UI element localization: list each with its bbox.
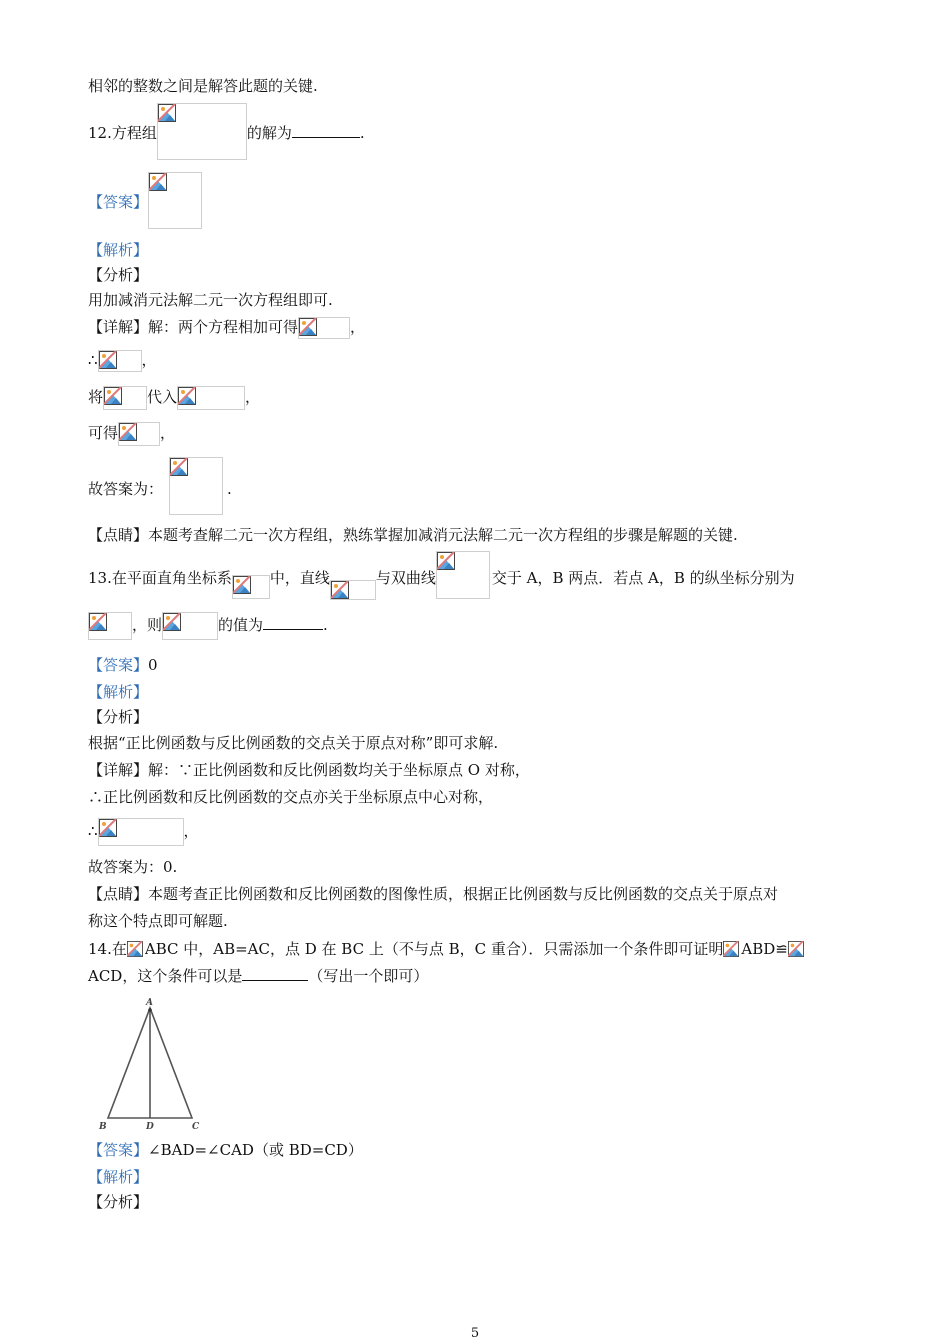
- q12-suffix: 的解为: [246, 124, 292, 142]
- xiangjie-label: 【详解】: [88, 761, 149, 779]
- broken-image-icon: [119, 423, 137, 441]
- vertex-label-c: C: [192, 1122, 200, 1132]
- broken-image-icon: [233, 576, 251, 594]
- page-number: 5: [470, 1326, 480, 1341]
- question-13: [88, 551, 795, 601]
- q12-answer: [88, 172, 202, 230]
- equation-image: [98, 818, 184, 846]
- fenxi-label: 【分析】: [88, 266, 149, 284]
- q13-answer: [88, 655, 158, 675]
- q12-prefix: 12.方程组: [88, 124, 157, 142]
- q12-final: [88, 457, 232, 515]
- question-13-line2: [88, 612, 328, 640]
- fenxi-label: 【分析】: [88, 708, 149, 726]
- q13-dianjing: [88, 884, 778, 904]
- analysis-label: 【解析】: [88, 683, 149, 701]
- broken-image-icon: [163, 613, 181, 631]
- step-text: 将: [88, 388, 104, 406]
- broken-image-icon: [158, 104, 176, 122]
- dianjing-text: 本题考查正比例函数和反比例函数的图像性质，根据正比例函数与反比例函数的交点关于原点对: [148, 885, 779, 903]
- question-14-line2: [88, 966, 428, 986]
- triangle-symbol-image: [127, 941, 145, 957]
- equation-image: [298, 317, 350, 339]
- step-text: 代入: [147, 388, 178, 406]
- q13-text: ，则: [132, 616, 163, 634]
- step-text: 可得: [88, 424, 119, 442]
- q13-text: 与双曲线: [375, 569, 436, 587]
- equation-image: [177, 386, 245, 410]
- vertex-label-b: B: [99, 1122, 107, 1132]
- triangle-symbol-image: [723, 941, 741, 957]
- q13-fenxi-text: 根据“正比例函数与反比例函数的交点关于原点对称”即可求解.: [88, 734, 499, 752]
- equation-image: [103, 386, 147, 410]
- q12-step4: [88, 422, 175, 446]
- answer-label: 【答案】: [88, 193, 149, 211]
- question-12: [88, 103, 365, 161]
- dianjing-text: 本题考查解二元一次方程组，熟练掌握加减消元法解二元一次方程组的步骤是解题的关键.: [148, 526, 738, 544]
- answer-value: ∠BAD=∠CAD（或 BD=CD）: [148, 1141, 363, 1159]
- line-equation-image: [330, 580, 376, 600]
- vertex-label-a: A: [146, 998, 153, 1008]
- answer-image: [169, 457, 223, 515]
- answer-blank: [292, 123, 360, 138]
- comma: ，: [141, 351, 157, 369]
- broken-image-icon: [99, 819, 117, 837]
- triangle-symbol-image: [788, 941, 806, 957]
- answer-label: 【答案】: [88, 1141, 149, 1159]
- analysis-label: 【解析】: [88, 1168, 149, 1186]
- q13-step2: ∴正比例函数和反比例函数的交点亦关于坐标原点中心对称，: [88, 788, 494, 806]
- q13-step1: [88, 760, 530, 780]
- answer-label: 【答案】: [88, 656, 149, 674]
- triangle-figure: [96, 996, 216, 1132]
- broken-image-icon: [104, 387, 122, 405]
- dianjing-label: 【点睛】: [88, 526, 149, 544]
- q12-step2: [88, 350, 157, 372]
- q14-text: （写出一个即可）: [308, 967, 429, 985]
- q14-answer: [88, 1140, 363, 1160]
- q14-text: ACD，这个条件可以是: [88, 967, 243, 985]
- q12-fenxi-text: 用加减消元法解二元一次方程组即可.: [88, 291, 333, 309]
- broken-image-icon: [170, 458, 188, 476]
- equation-image: [118, 422, 160, 446]
- q13-final: 故答案为：0.: [88, 858, 178, 876]
- q14-text: ABD≌: [741, 940, 788, 958]
- answer-blank: [263, 615, 323, 630]
- intro-line: 相邻的整数之间是解答此题的关键.: [88, 77, 318, 95]
- therefore-symbol: ∴: [88, 822, 98, 840]
- q14-text: ABC 中，AB=AC，点 D 在 BC 上（不与点 B，C 重合）．只需添加一个条件即可证明: [144, 940, 724, 958]
- comma: ，: [245, 388, 261, 406]
- question-14: [88, 939, 806, 959]
- analysis-label: 【解析】: [88, 241, 149, 259]
- expression-image: [162, 612, 218, 640]
- broken-image-icon: [299, 318, 317, 336]
- q13-step3: [88, 818, 199, 846]
- broken-image-icon: [89, 613, 107, 631]
- broken-image-icon: [178, 387, 196, 405]
- period: .: [227, 480, 232, 498]
- y-values-image: [88, 612, 132, 640]
- broken-image-icon: [723, 941, 739, 957]
- comma: ，: [183, 822, 199, 840]
- vertex-label-d: D: [146, 1122, 154, 1132]
- hyperbola-equation-image: [436, 551, 490, 599]
- q13-dianjing-line2: 称这个特点即可解题.: [88, 912, 228, 930]
- step-text: 解：两个方程相加可得: [148, 318, 299, 336]
- broken-image-icon: [149, 173, 167, 191]
- fenxi-label: 【分析】: [88, 1193, 149, 1211]
- broken-image-icon: [788, 941, 804, 957]
- broken-image-icon: [99, 351, 117, 369]
- equation-image: [98, 350, 142, 372]
- broken-image-icon: [331, 581, 349, 599]
- broken-image-icon: [437, 552, 455, 570]
- step-text: 解：∵正比例函数和反比例函数均关于坐标原点 O 对称，: [148, 761, 530, 779]
- comma: ，: [160, 424, 176, 442]
- answer-value: 0: [148, 656, 158, 674]
- answer-blank: [242, 966, 308, 981]
- q14-prefix: 14.在: [88, 940, 127, 958]
- answer-image: [148, 172, 202, 229]
- equation-system-image: [157, 103, 247, 160]
- q12-step3: [88, 386, 260, 410]
- q13-text: 的值为: [218, 616, 264, 634]
- period: .: [323, 616, 328, 634]
- final-text: 故答案为：: [88, 480, 164, 498]
- therefore-symbol: ∴: [88, 351, 98, 369]
- q13-text: 中，直线: [269, 569, 330, 587]
- comma: ，: [350, 318, 366, 336]
- q12-step1: [88, 317, 365, 339]
- xiangjie-label: 【详解】: [88, 318, 149, 336]
- q13-text: 交于 A，B 两点．若点 A，B 的纵坐标分别为: [491, 569, 795, 587]
- period: .: [359, 124, 365, 142]
- broken-image-icon: [127, 941, 143, 957]
- dianjing-label: 【点睛】: [88, 885, 149, 903]
- q13-prefix: 13.在平面直角坐标系: [88, 569, 232, 587]
- coordinate-system-image: [232, 575, 270, 599]
- q12-dianjing: [88, 525, 738, 545]
